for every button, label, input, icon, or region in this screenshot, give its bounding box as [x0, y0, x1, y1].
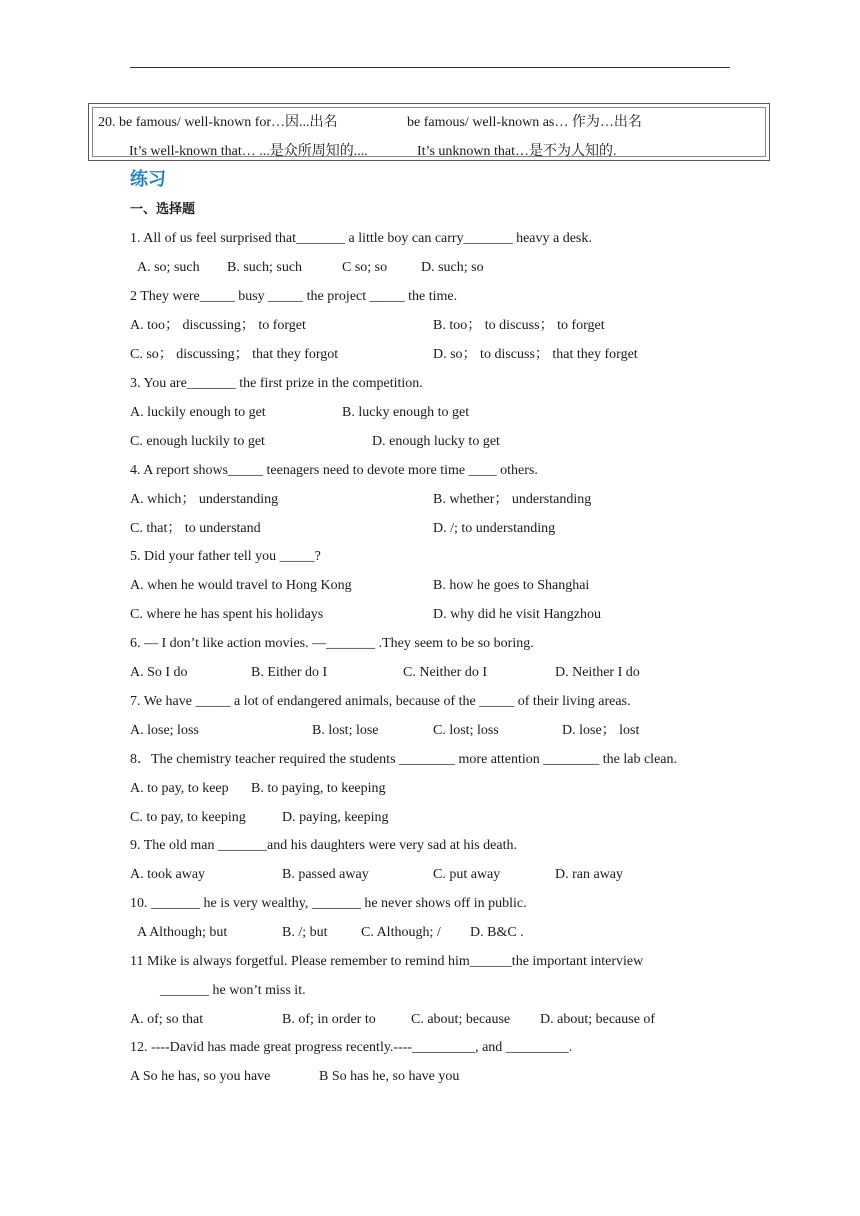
question-4-option-b: B. whether； understanding [433, 492, 592, 507]
question-8-option-b: B. to paying, to keeping [251, 781, 386, 796]
note-line-2b: It’s unknown that…是不为人知的. [417, 144, 617, 159]
question-11-option-c: C. about; because [411, 1012, 511, 1027]
question-5-option-d: D. why did he visit Hangzhou [433, 607, 601, 622]
question-3-stem: 3. You are_______ the first prize in the competition. [130, 376, 423, 391]
question-7-option-b: B. lost; lose [312, 723, 379, 738]
question-4-option-d: D. /; to understanding [433, 521, 556, 536]
question-5-option-a: A. when he would travel to Hong Kong [130, 578, 352, 593]
note-line-1a: 20. be famous/ well-known for…因...出名 [98, 115, 338, 130]
question-3-option-b: B. lucky enough to get [342, 405, 470, 420]
question-8-stem: 8．The chemistry teacher required the students ________ more attention ________ the lab clean. [130, 752, 678, 767]
question-12-option-b: B So has he, so have you [319, 1069, 460, 1084]
question-9-stem: 9. The old man _______and his daughters were very sad at his death. [130, 838, 517, 853]
question-7-option-a: A. lose; loss [130, 723, 199, 738]
question-9-option-d: D. ran away [555, 867, 624, 882]
header-rule [130, 67, 730, 68]
question-9-option-a: A. took away [130, 867, 206, 882]
question-11-option-b: B. of; in order to [282, 1012, 376, 1027]
question-1-option-c: C so; so [342, 260, 388, 275]
question-10-option-d: D. B&C . [470, 925, 524, 940]
question-6-option-b: B. Either do I [251, 665, 328, 680]
question-1-stem: 1. All of us feel surprised that_______ a little boy can carry_______ heavy a desk. [130, 231, 592, 246]
question-10-stem: 10. _______ he is very wealthy, _______ he never shows off in public. [130, 896, 527, 911]
question-8-option-d: D. paying, keeping [282, 810, 389, 825]
question-2-option-b: B. too； to discuss； to forget [433, 318, 605, 333]
question-9-option-b: B. passed away [282, 867, 369, 882]
question-4-option-c: C. that； to understand [130, 521, 261, 536]
question-12-stem: 12. ----David has made great progress recently.----_________, and _________. [130, 1040, 573, 1055]
question-8-option-a: A. to pay, to keep [130, 781, 229, 796]
question-4-option-a: A. which； understanding [130, 492, 279, 507]
question-12-option-a: A So he has, so you have [130, 1069, 271, 1084]
question-1-option-a: A. so; such [137, 260, 200, 275]
question-8-option-c: C. to pay, to keeping [130, 810, 246, 825]
question-3-option-c: C. enough luckily to get [130, 434, 265, 449]
question-5-option-b: B. how he goes to Shanghai [433, 578, 590, 593]
question-6-stem: 6. — I don’t like action movies. —_______ .They seem to be so boring. [130, 636, 534, 651]
question-11-option-d: D. about; because of [540, 1012, 656, 1027]
question-4-stem: 4. A report shows_____ teenagers need to devote more time ____ others. [130, 463, 538, 478]
question-6-option-a: A. So I do [130, 665, 188, 680]
question-11-option-a: A. of; so that [130, 1012, 204, 1027]
question-5-stem: 5. Did your father tell you _____? [130, 549, 321, 564]
section-title: 练习 [130, 169, 166, 190]
question-3-option-d: D. enough lucky to get [372, 434, 500, 449]
question-1-option-d: D. such; so [421, 260, 484, 275]
question-2-option-c: C. so； discussing； that they forgot [130, 347, 339, 362]
note-line-1b: be famous/ well-known as… 作为…出名 [407, 115, 642, 130]
question-6-option-d: D. Neither I do [555, 665, 640, 680]
question-2-option-a: A. too； discussing； to forget [130, 318, 306, 333]
note-line-2a: It’s well-known that… ...是众所周知的.... [129, 144, 368, 159]
question-7-stem: 7. We have _____ a lot of endangered animals, because of the _____ of their living areas. [130, 694, 631, 709]
question-9-option-c: C. put away [433, 867, 501, 882]
question-11-stem: 11 Mike is always forgetful. Please remember to remind him______the important interview [130, 954, 644, 969]
subsection-title: 一、选择题 [130, 202, 196, 217]
question-10-option-b: B. /; but [282, 925, 328, 940]
question-10-option-a: A Although; but [137, 925, 228, 940]
question-7-option-c: C. lost; loss [433, 723, 499, 738]
question-7-option-d: D. lose； lost [562, 723, 640, 738]
question-2-stem: 2 They were_____ busy _____ the project _____ the time. [130, 289, 458, 304]
question-1-option-b: B. such; such [227, 260, 303, 275]
question-2-option-d: D. so； to discuss； that they forget [433, 347, 638, 362]
question-11-stem-continued: _______ he won’t miss it. [160, 983, 306, 998]
question-6-option-c: C. Neither do I [403, 665, 487, 680]
question-3-option-a: A. luckily enough to get [130, 405, 266, 420]
question-10-option-c: C. Although; / [361, 925, 441, 940]
question-5-option-c: C. where he has spent his holidays [130, 607, 324, 622]
